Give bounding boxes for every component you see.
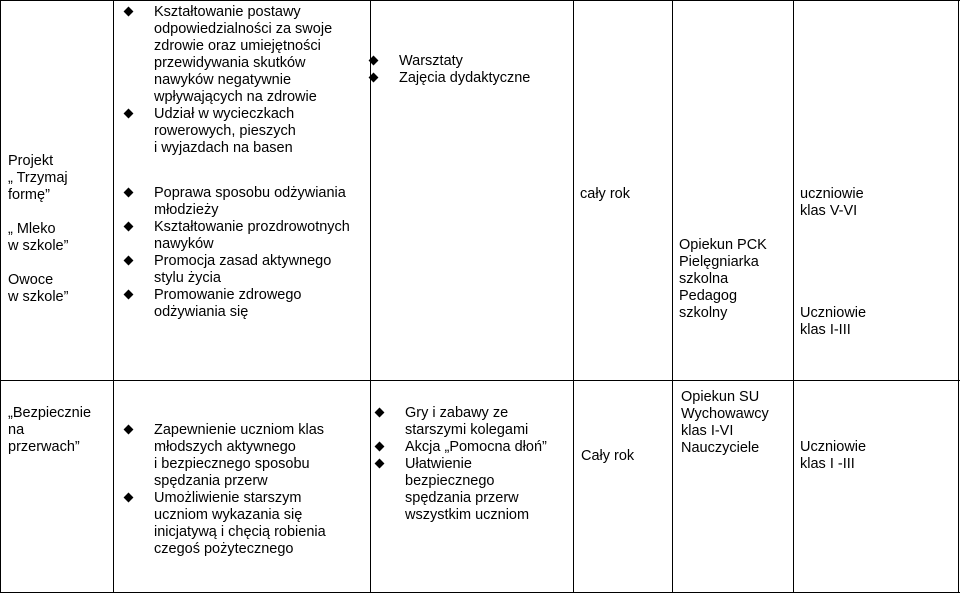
text-line: stylu życia bbox=[154, 270, 221, 286]
text-line: Opiekun PCK bbox=[679, 237, 767, 253]
cell-term-row2 bbox=[581, 448, 634, 465]
cell-recipients-row2 bbox=[800, 439, 866, 473]
table-border-left bbox=[0, 0, 1, 593]
cell-goals-row1 bbox=[154, 4, 350, 321]
text-line: w szkole” bbox=[8, 238, 69, 254]
text-line: Opiekun SU bbox=[681, 389, 760, 405]
text-line: nawyków bbox=[154, 236, 214, 252]
text-line: Uczniowie bbox=[800, 439, 867, 455]
text-line: nawyków negatywnie bbox=[154, 72, 292, 88]
text-line: klas I-VI bbox=[681, 423, 734, 439]
text-line: bezpiecznego bbox=[405, 473, 495, 489]
forms-list bbox=[405, 405, 547, 524]
text-line: cały rok bbox=[580, 186, 630, 202]
table-border-right bbox=[958, 0, 959, 593]
list-item bbox=[154, 185, 350, 219]
text-line: młodzieży bbox=[154, 202, 219, 218]
text-line: Udział w wycieczkach bbox=[154, 106, 295, 122]
text-line: Gry i zabawy ze bbox=[405, 405, 509, 421]
column-divider bbox=[573, 0, 574, 593]
list-item bbox=[399, 70, 530, 87]
text-line: wszystkim uczniom bbox=[405, 507, 530, 523]
text-line: Projekt bbox=[8, 153, 54, 169]
text-line: młodszych aktywnego bbox=[154, 439, 296, 455]
text-line: na bbox=[8, 422, 25, 438]
text-line: „Bezpiecznie bbox=[8, 405, 92, 421]
list-item bbox=[405, 405, 547, 439]
text-line: Wychowawcy bbox=[681, 406, 769, 422]
text-line: zdrowie oraz umiejętności bbox=[154, 38, 321, 54]
cell-recipients-row1 bbox=[800, 186, 866, 339]
list-spacer bbox=[154, 157, 350, 185]
text-line: klas V-VI bbox=[800, 203, 858, 219]
term-lines bbox=[580, 186, 630, 203]
cell-term-row1 bbox=[580, 186, 630, 203]
cell-name-row1 bbox=[8, 153, 68, 306]
text-line: i wyjazdach na basen bbox=[154, 140, 293, 156]
text-line: Cały rok bbox=[581, 448, 635, 464]
text-line bbox=[8, 204, 68, 221]
text-line: Zajęcia dydaktyczne bbox=[399, 70, 531, 86]
text-line: szkolna bbox=[679, 271, 729, 287]
list-item bbox=[154, 490, 326, 558]
text-line: inicjatywą i chęcią robienia bbox=[154, 524, 326, 540]
name-lines bbox=[8, 405, 91, 456]
text-line: uczniowie bbox=[800, 186, 864, 202]
text-line: wpływających na zdrowie bbox=[154, 89, 317, 105]
list-item bbox=[154, 422, 326, 490]
list-item bbox=[154, 4, 350, 106]
text-line: przewidywania skutków bbox=[154, 55, 306, 71]
recipients-lines bbox=[800, 186, 866, 339]
text-line: odżywiania się bbox=[154, 304, 249, 320]
text-line: Promocja zasad aktywnego bbox=[154, 253, 332, 269]
cell-responsible-row2 bbox=[681, 389, 769, 457]
text-line bbox=[800, 237, 866, 254]
text-line: odpowiedzialności za swoje bbox=[154, 21, 333, 37]
text-line: Nauczyciele bbox=[681, 440, 760, 456]
text-line: Umożliwienie starszym bbox=[154, 490, 302, 506]
list-item bbox=[154, 219, 350, 253]
term-lines bbox=[581, 448, 634, 465]
text-line bbox=[800, 288, 866, 305]
cell-forms-row1 bbox=[399, 53, 530, 87]
responsible-lines bbox=[681, 389, 769, 457]
text-line bbox=[800, 271, 866, 288]
list-item bbox=[154, 287, 350, 321]
text-line: starszymi kolegami bbox=[405, 422, 529, 438]
text-line: rowerowych, pieszych bbox=[154, 123, 296, 139]
text-line: uczniom wykazania się bbox=[154, 507, 303, 523]
text-line bbox=[8, 255, 68, 272]
text-line: klas I -III bbox=[800, 456, 855, 472]
text-line: w szkole” bbox=[8, 289, 69, 305]
text-line: Kształtowanie prozdrowotnych bbox=[154, 219, 350, 235]
text-line: Uczniowie bbox=[800, 305, 867, 321]
goals-list bbox=[154, 4, 350, 321]
list-item bbox=[405, 439, 547, 456]
text-line: Pielęgniarka bbox=[679, 254, 759, 270]
text-line: klas I-III bbox=[800, 322, 851, 338]
table-row-divider bbox=[0, 380, 960, 381]
table-border-bottom bbox=[0, 592, 960, 593]
column-divider bbox=[793, 0, 794, 593]
list-item bbox=[405, 456, 547, 524]
text-line: Warsztaty bbox=[399, 53, 463, 69]
text-line: Promowanie zdrowego bbox=[154, 287, 302, 303]
goals-list bbox=[154, 422, 326, 558]
cell-name-row2 bbox=[8, 405, 91, 456]
text-line: Zapewnienie uczniom klas bbox=[154, 422, 325, 438]
text-line: czegoś pożytecznego bbox=[154, 541, 294, 557]
text-line: Poprawa sposobu odżywiania bbox=[154, 185, 346, 201]
text-line: przerwach” bbox=[8, 439, 80, 455]
text-line bbox=[800, 254, 866, 271]
list-item bbox=[154, 253, 350, 287]
text-line: „ Trzymaj bbox=[8, 170, 68, 186]
column-divider bbox=[113, 0, 114, 593]
text-line bbox=[800, 220, 866, 237]
text-line: i bezpiecznego sposobu bbox=[154, 456, 310, 472]
table-border-top bbox=[0, 0, 960, 1]
text-line: „ Mleko bbox=[8, 221, 56, 237]
forms-list bbox=[399, 53, 530, 87]
column-divider bbox=[370, 0, 371, 593]
list-item bbox=[154, 106, 350, 157]
list-item bbox=[399, 53, 530, 70]
name-lines bbox=[8, 153, 68, 306]
text-line: Owoce bbox=[8, 272, 54, 288]
text-line: Kształtowanie postawy bbox=[154, 4, 301, 20]
responsible-lines bbox=[679, 237, 767, 322]
text-line: spędzania przerw bbox=[154, 473, 268, 489]
text-line: spędzania przerw bbox=[405, 490, 519, 506]
text-line: Akcja „Pomocna dłoń” bbox=[405, 439, 547, 455]
text-line: Pedagog bbox=[679, 288, 738, 304]
text-line: Ułatwienie bbox=[405, 456, 472, 472]
cell-forms-row2 bbox=[405, 405, 547, 524]
text-line: szkolny bbox=[679, 305, 728, 321]
recipients-lines bbox=[800, 439, 866, 473]
column-divider bbox=[672, 0, 673, 593]
cell-goals-row2 bbox=[154, 422, 326, 558]
text-line: formę” bbox=[8, 187, 50, 203]
cell-responsible-row1 bbox=[679, 237, 767, 322]
